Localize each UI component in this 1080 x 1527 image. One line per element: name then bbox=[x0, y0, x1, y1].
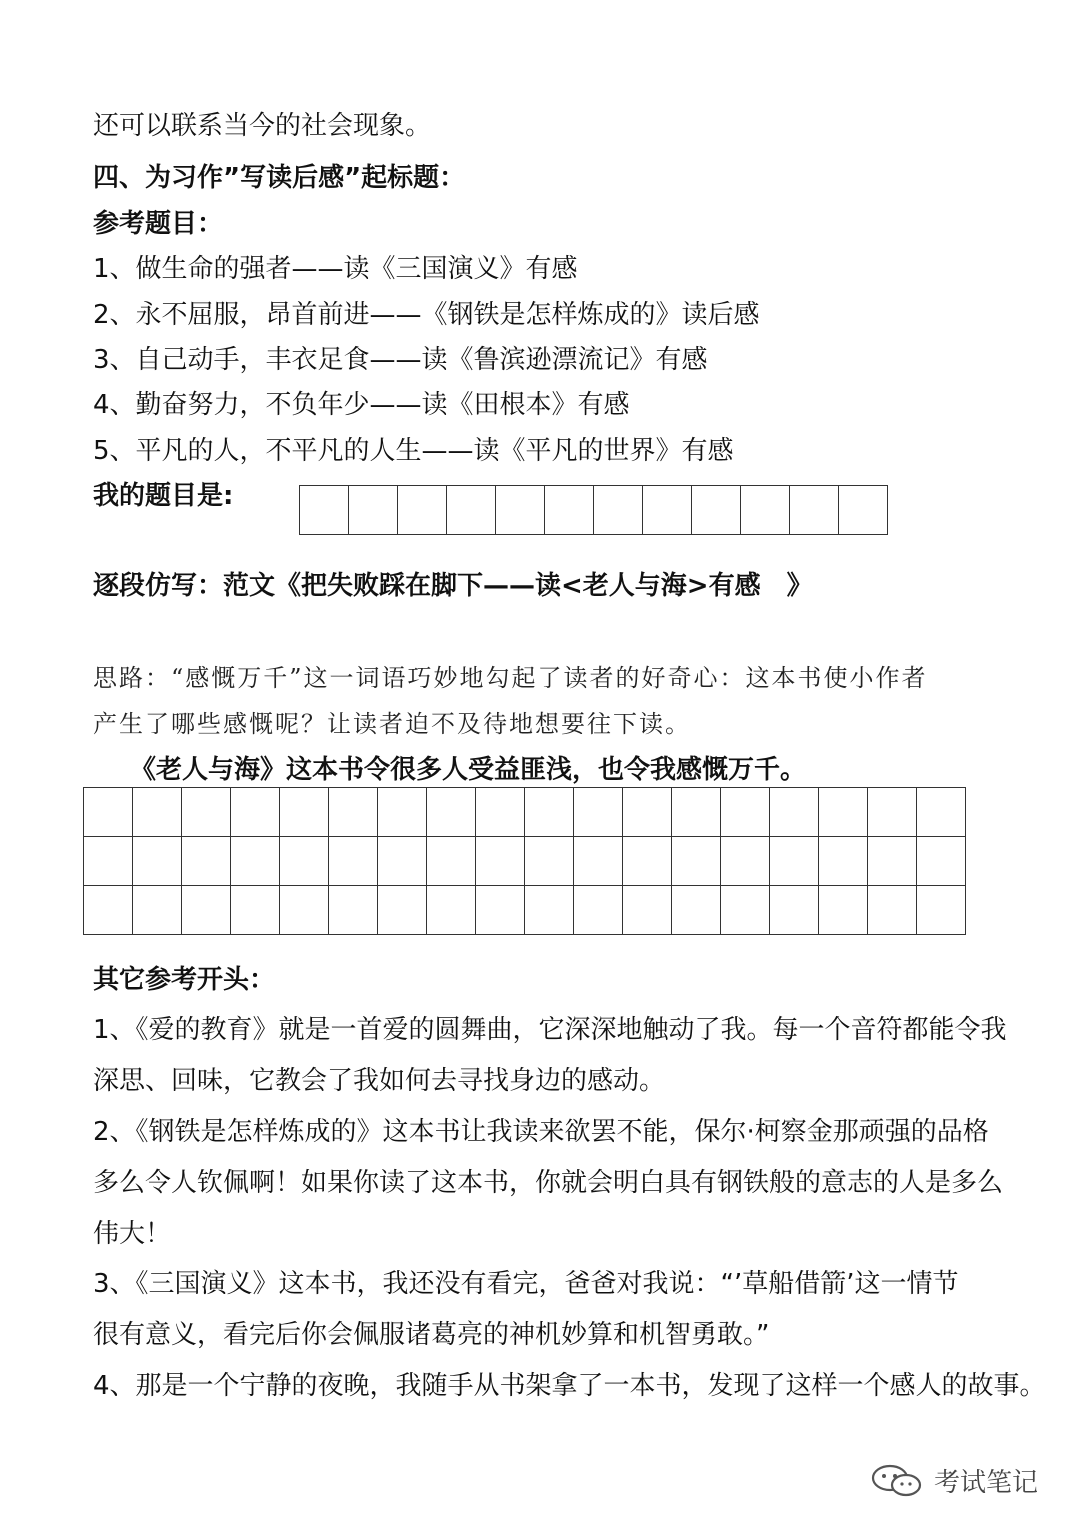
grid-cell[interactable] bbox=[643, 486, 692, 535]
grid-cell[interactable] bbox=[378, 788, 427, 837]
wechat-icon bbox=[870, 1464, 924, 1498]
grid-cell[interactable] bbox=[378, 837, 427, 886]
grid-cell[interactable] bbox=[692, 486, 741, 535]
grid-cell[interactable] bbox=[917, 886, 966, 935]
grid-cell[interactable] bbox=[280, 837, 329, 886]
grid-cell[interactable] bbox=[231, 837, 280, 886]
grid-cell[interactable] bbox=[770, 788, 819, 837]
grid-cell[interactable] bbox=[819, 788, 868, 837]
grid-cell[interactable] bbox=[721, 788, 770, 837]
grid-cell[interactable] bbox=[525, 837, 574, 886]
grid-cell[interactable] bbox=[672, 886, 721, 935]
grid-cell[interactable] bbox=[741, 486, 790, 535]
example-sentence: 《老人与海》这本书令很多人受益匪浅，也令我感慨万千。 bbox=[130, 755, 807, 785]
grid-cell[interactable] bbox=[300, 486, 349, 535]
reference-title-1: 1、做生命的强者——读《三国演义》有感 bbox=[93, 254, 578, 284]
imitation-heading: 逐段仿写：范文《把失败踩在脚下——读<老人与海>有感 》 bbox=[93, 571, 813, 601]
grid-cell[interactable] bbox=[133, 886, 182, 935]
grid-cell[interactable] bbox=[917, 837, 966, 886]
top-line: 还可以联系当今的社会现象。 bbox=[93, 111, 432, 141]
grid-cell[interactable] bbox=[427, 886, 476, 935]
grid-cell[interactable] bbox=[329, 788, 378, 837]
opening-line: 多么令人钦佩啊！如果你读了这本书，你就会明白具有钢铁般的意志的人是多么 bbox=[93, 1168, 1004, 1198]
grid-cell[interactable] bbox=[349, 486, 398, 535]
watermark-text: 考试笔记 bbox=[934, 1468, 1039, 1498]
grid-cell[interactable] bbox=[476, 886, 525, 935]
grid-cell[interactable] bbox=[594, 486, 643, 535]
grid-cell[interactable] bbox=[476, 788, 525, 837]
grid-cell[interactable] bbox=[721, 886, 770, 935]
grid-cell[interactable] bbox=[84, 837, 133, 886]
grid-cell[interactable] bbox=[84, 788, 133, 837]
watermark bbox=[870, 1462, 1038, 1499]
writing-grid[interactable] bbox=[83, 787, 966, 935]
grid-cell[interactable] bbox=[770, 837, 819, 886]
grid-cell[interactable] bbox=[447, 486, 496, 535]
other-openings-heading: 其它参考开头： bbox=[93, 965, 276, 995]
grid-cell[interactable] bbox=[623, 837, 672, 886]
grid-cell[interactable] bbox=[133, 788, 182, 837]
reference-titles-label: 参考题目： bbox=[93, 209, 224, 239]
grid-cell[interactable] bbox=[819, 837, 868, 886]
reference-title-2: 2、永不屈服，昂首前进——《钢铁是怎样炼成的》读后感 bbox=[93, 300, 760, 330]
grid-cell[interactable] bbox=[721, 837, 770, 886]
grid-cell[interactable] bbox=[574, 886, 623, 935]
my-title-grid[interactable] bbox=[299, 485, 888, 535]
opening-line: 4、那是一个宁静的夜晚，我随手从书架拿了一本书，发现了这样一个感人的故事。 bbox=[93, 1371, 1046, 1401]
grid-cell[interactable] bbox=[770, 886, 819, 935]
grid-cell[interactable] bbox=[839, 486, 888, 535]
grid-cell[interactable] bbox=[329, 837, 378, 886]
grid-cell[interactable] bbox=[623, 886, 672, 935]
reference-title-4: 4、勤奋努力，不负年少——读《田根本》有感 bbox=[93, 390, 630, 420]
grid-cell[interactable] bbox=[819, 886, 868, 935]
grid-cell[interactable] bbox=[182, 837, 231, 886]
grid-cell[interactable] bbox=[280, 886, 329, 935]
grid-cell[interactable] bbox=[917, 788, 966, 837]
my-title-label: 我的题目是: bbox=[93, 481, 234, 511]
opening-line: 伟大！ bbox=[93, 1219, 172, 1249]
thought-line-1: 思路：“感慨万千”这一词语巧妙地勾起了读者的好奇心：这本书使小作者 bbox=[93, 664, 928, 692]
reference-title-3: 3、自己动手，丰衣足食——读《鲁滨逊漂流记》有感 bbox=[93, 345, 708, 375]
grid-cell[interactable] bbox=[525, 788, 574, 837]
grid-cell[interactable] bbox=[329, 886, 378, 935]
grid-cell[interactable] bbox=[545, 486, 594, 535]
reference-title-5: 5、平凡的人，不平凡的人生——读《平凡的世界》有感 bbox=[93, 436, 734, 466]
grid-cell[interactable] bbox=[231, 886, 280, 935]
grid-cell[interactable] bbox=[574, 837, 623, 886]
grid-cell[interactable] bbox=[84, 886, 133, 935]
grid-cell[interactable] bbox=[182, 886, 231, 935]
grid-cell[interactable] bbox=[868, 837, 917, 886]
grid-cell[interactable] bbox=[427, 837, 476, 886]
grid-cell[interactable] bbox=[398, 486, 447, 535]
opening-line: 1、《爱的教育》就是一首爱的圆舞曲，它深深地触动了我。每一个音符都能令我 bbox=[93, 1015, 1007, 1045]
opening-line: 3、《三国演义》这本书，我还没有看完，爸爸对我说：“’草船借箭’这一情节 bbox=[93, 1269, 959, 1299]
grid-cell[interactable] bbox=[790, 486, 839, 535]
grid-cell[interactable] bbox=[133, 837, 182, 886]
grid-cell[interactable] bbox=[231, 788, 280, 837]
grid-cell[interactable] bbox=[476, 837, 525, 886]
grid-cell[interactable] bbox=[623, 788, 672, 837]
grid-cell[interactable] bbox=[672, 788, 721, 837]
grid-cell[interactable] bbox=[672, 837, 721, 886]
opening-line: 很有意义，看完后你会佩服诸葛亮的神机妙算和机智勇敢。” bbox=[93, 1320, 770, 1350]
grid-cell[interactable] bbox=[280, 788, 329, 837]
grid-cell[interactable] bbox=[182, 788, 231, 837]
grid-cell[interactable] bbox=[496, 486, 545, 535]
grid-cell[interactable] bbox=[427, 788, 476, 837]
grid-cell[interactable] bbox=[868, 886, 917, 935]
grid-cell[interactable] bbox=[378, 886, 427, 935]
grid-cell[interactable] bbox=[868, 788, 917, 837]
thought-line-2: 产生了哪些感慨呢？让读者迫不及待地想要往下读。 bbox=[93, 710, 691, 738]
opening-line: 深思、回味，它教会了我如何去寻找身边的感动。 bbox=[93, 1066, 666, 1096]
grid-cell[interactable] bbox=[525, 886, 574, 935]
opening-line: 2、《钢铁是怎样炼成的》这本书让我读来欲罢不能，保尔·柯察金那顽强的品格 bbox=[93, 1117, 989, 1147]
section4-heading: 四、为习作”写读后感”起标题： bbox=[93, 163, 466, 193]
grid-cell[interactable] bbox=[574, 788, 623, 837]
